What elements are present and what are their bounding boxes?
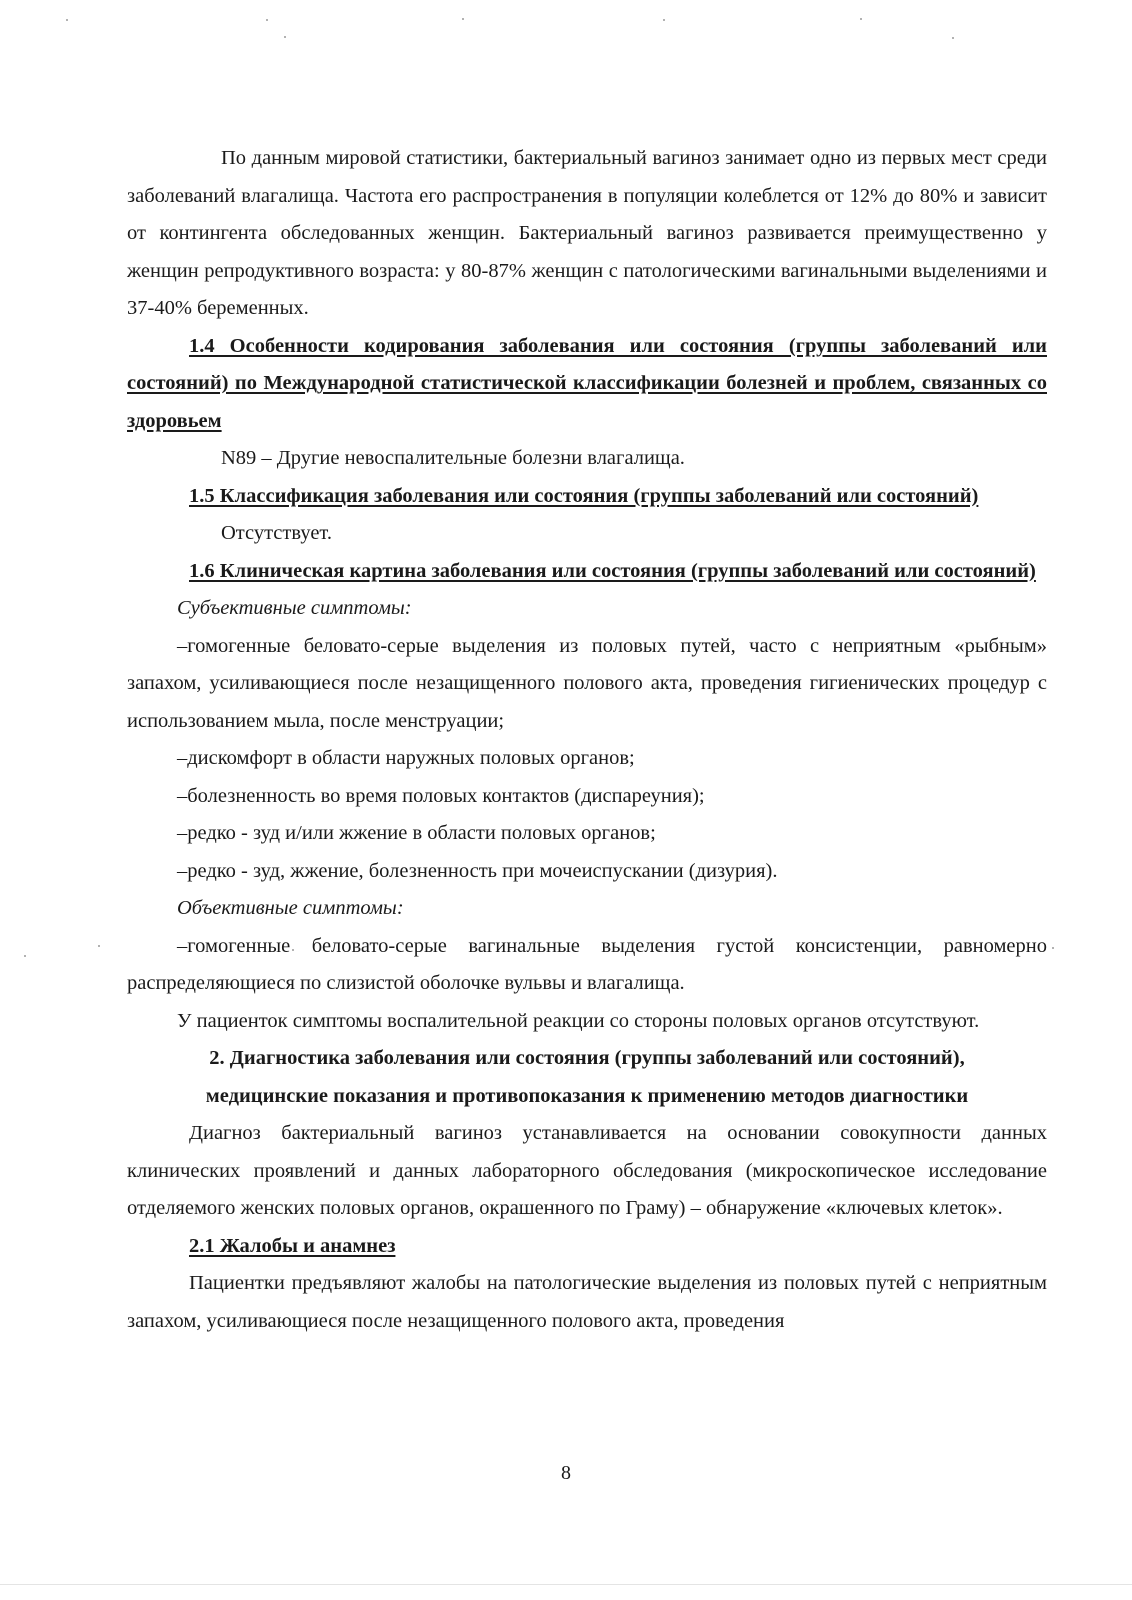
heading-1-6: 1.6 Клиническая картина заболевания или состояния (группы заболеваний или состояний): [189, 559, 1036, 582]
objective-symptoms-label: Объективные симптомы:: [177, 897, 404, 919]
paragraph-absent: Отсутствует.: [221, 522, 332, 544]
scan-dot: [284, 36, 286, 38]
scan-dot: [860, 18, 862, 20]
heading-1-4: 1.4 Особенности кодирования заболевания или состояния (группы заболеваний или состояний) по Международной статистической классификации болезней и проблем, связанных со здоровьем: [127, 334, 1047, 432]
subjective-symptom-5: –редко - зуд, жжение, болезненность при мочеиспускании (дизурия).: [177, 859, 778, 882]
page-number: 8: [561, 1462, 571, 1484]
paragraph-complaints: Пациентки предъявляют жалобы на патологические выделения из половых путей с неприятным запахом, усиливающиеся после незащищенного полового акта, проведения: [127, 1272, 1047, 1332]
heading-2-line-2: медицинские показания и противопоказания к применению методов диагностики: [205, 1084, 969, 1107]
subjective-symptoms-label: Субъективные симптомы:: [177, 597, 412, 619]
scan-dot: [952, 37, 954, 39]
subjective-symptom-2: –дискомфорт в области наружных половых органов;: [177, 747, 635, 769]
paragraph-n89: N89 – Другие невоспалительные болезни влагалища.: [221, 447, 685, 469]
subjective-symptom-3: –болезненность во время половых контактов (диспареуния);: [177, 784, 705, 807]
paragraph-diagnosis: Диагноз бактериальный вагиноз устанавливается на основании совокупности данных клинических проявлений и данных лабораторного обследования (микроскопическое исследование отделяемого женских половых органов, окрашенного по Граму) – обнаружение «ключевых клеток».: [127, 1122, 1047, 1219]
scan-dot: [1052, 947, 1054, 949]
scan-dot: [66, 19, 68, 21]
scan-dot: [24, 955, 26, 957]
main-text: [127, 140, 1047, 1340]
scan-dot: [663, 19, 665, 21]
scan-dot: [98, 945, 100, 947]
paragraph-statistics: По данным мировой статистики, бактериальный вагиноз занимает одно из первых мест среди заболеваний влагалища. Частота его распространения в популяции колеблется от 12% до 80% и зависит от контингента обследованных женщин. Бактериальный вагиноз развивается преимущественно у женщин репродуктивного возраста: у 80-87% женщин с патологическими вагинальными выделениями и 37-40% беременных.: [127, 147, 1047, 319]
heading-1-5: 1.5 Классификация заболевания или состояния (группы заболеваний или состояний): [189, 484, 979, 507]
objective-symptom-1: –гомогенные беловато-серые вагинальные выделения густой консистенции, равномерно распределяющиеся по слизистой оболочке вульвы и влагалища.: [127, 934, 1047, 994]
subjective-symptom-1: –гомогенные беловато-серые выделения из половых путей, часто с неприятным «рыбным» запахом, усиливающиеся после незащищенного полового акта, проведения гигиенических процедур с использованием мыла, после менструации;: [127, 634, 1047, 732]
paragraph-no-inflammation: У пациенток симптомы воспалительной реакции со стороны половых органов отсутствуют.: [177, 1009, 980, 1032]
heading-2-1: 2.1 Жалобы и анамнез: [189, 1234, 396, 1257]
scan-dot: [462, 18, 464, 20]
heading-2-line-1: 2. Диагностика заболевания или состояния (группы заболеваний или состояний),: [209, 1047, 965, 1069]
subjective-symptom-4: –редко - зуд и/или жжение в области половых органов;: [177, 822, 656, 844]
scan-dot: [266, 19, 268, 21]
scan-edge-line: [0, 1584, 1132, 1585]
